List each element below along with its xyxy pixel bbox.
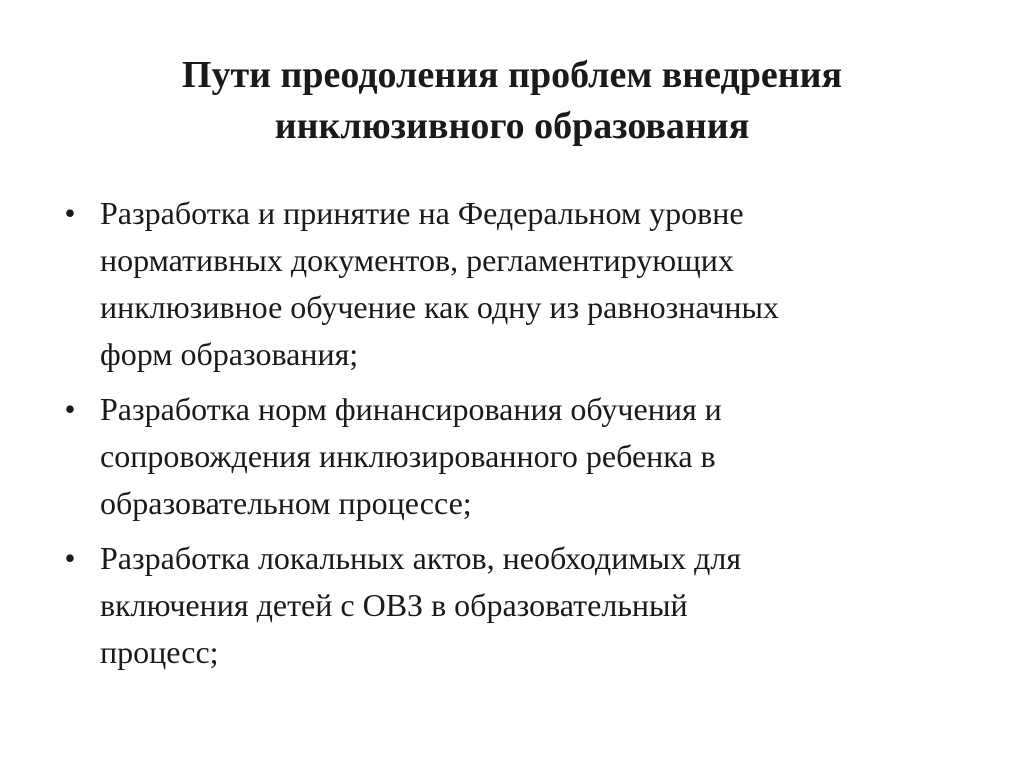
bullet-line: нормативных документов, регламентирующих bbox=[100, 242, 734, 278]
bullet-text bbox=[100, 190, 968, 378]
bullet-line: включения детей с ОВЗ в образовательный bbox=[100, 587, 688, 623]
slide-title-line: инклюзивного образования bbox=[274, 105, 750, 147]
bullet-list bbox=[58, 190, 968, 684]
bullet-line: Разработка и принятие на Федеральном уровне bbox=[100, 195, 744, 231]
bullet-text bbox=[100, 386, 968, 527]
bullet-line: Разработка локальных актов, необходимых для bbox=[100, 540, 742, 576]
slide-title bbox=[0, 50, 1024, 152]
bullet-line: форм образования; bbox=[100, 336, 359, 372]
bullet-item bbox=[58, 386, 968, 527]
bullet-dot-icon: • bbox=[64, 391, 76, 427]
bullet-line: образовательном процессе; bbox=[100, 485, 472, 521]
bullet-dot-icon: • bbox=[64, 540, 76, 576]
bullet-item bbox=[58, 535, 968, 676]
bullet-dot-icon: • bbox=[64, 195, 76, 231]
bullet-line: Разработка норм финансирования обучения и bbox=[100, 391, 722, 427]
bullet-text bbox=[100, 535, 968, 676]
slide-title-line: Пути преодоления проблем внедрения bbox=[181, 54, 843, 96]
bullet-item bbox=[58, 190, 968, 378]
bullet-line: процесс; bbox=[100, 634, 219, 670]
bullet-line: сопровождения инклюзированного ребенка в bbox=[100, 438, 716, 474]
bullet-line: инклюзивное обучение как одну из равнозначных bbox=[100, 289, 779, 325]
